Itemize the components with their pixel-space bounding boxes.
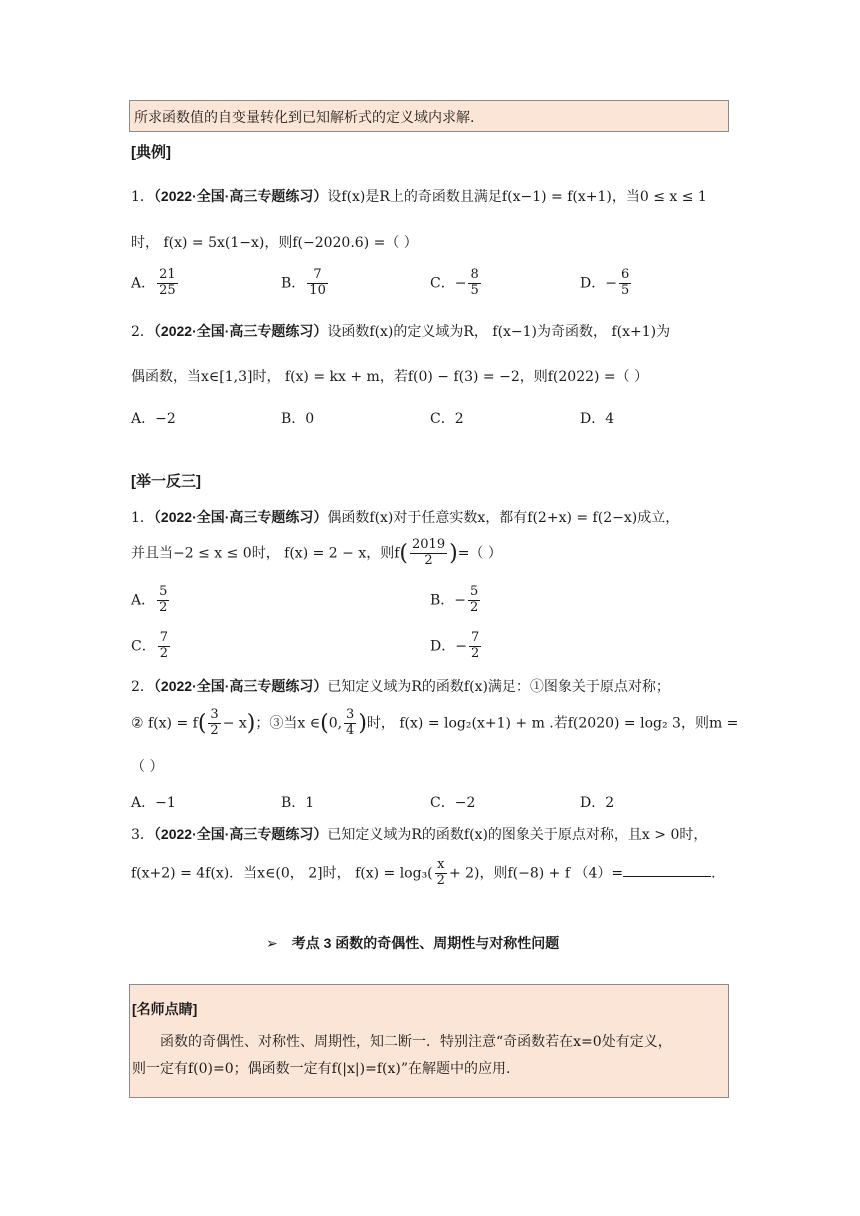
practice-2-option-d: D．2 bbox=[580, 795, 615, 811]
practice-1-option-d: D．− $\frac{7}{2}$ bbox=[430, 630, 480, 661]
hint-box-line-2: 则一定有f(0)=0；偶函数一定有f(|x|)=f(x)”在解题中的应用. bbox=[132, 1061, 511, 1077]
practice-1-option-a: A． $\frac{5}{2}$ bbox=[131, 584, 168, 615]
fraction: $\frac{2019}{2}$ bbox=[412, 537, 446, 568]
example-2-line-2: 偶函数，当x∈[1,3]时， f(x) = kx + m，若f(0) − f(3) = −2，则f(2022) =（ ） bbox=[131, 369, 649, 385]
practice-2-option-c: C．−2 bbox=[430, 795, 476, 811]
practice-1-option-c: C． $\frac{7}{2}$ bbox=[131, 630, 168, 661]
hint-box-top bbox=[129, 100, 729, 132]
question-number: 1． bbox=[131, 189, 154, 205]
practice-3-line-2: f(x+2) = 4f(x)．当x∈(0， 2]时， f(x) = log₃( $\frac{x}{2}$ + 2)，则f(−8) + f （4）= . bbox=[131, 857, 716, 888]
practice-1-line-2: 并且当−2 ≤ x ≤ 0时， f(x) = 2 − x，则f( $\frac{2019}{2}$ )=（ ） bbox=[131, 537, 502, 568]
example-1-option-d: D．− $\frac{6}{5}$ bbox=[580, 267, 630, 298]
example-2-option-d: D．4 bbox=[580, 411, 615, 427]
answer-blank bbox=[623, 876, 711, 877]
example-1-option-c: C．− $\frac{8}{5}$ bbox=[430, 267, 479, 298]
fraction: $\frac{7}{10}$ bbox=[309, 267, 326, 298]
arrow-icon: ➢ bbox=[266, 935, 278, 951]
topic-heading-text: 考点 3 函数的奇偶性、周期性与对称性问题 bbox=[291, 935, 560, 951]
example-1-line-2: 时， f(x) = 5x(1−x)，则f(−2020.6) =（ ） bbox=[131, 235, 418, 251]
practice-2-line-1: 2．（2022·全国·高三专题练习）已知定义域为R的函数f(x)满足：①图象关于原点对称； bbox=[131, 678, 670, 695]
example-1-option-a: A． $\frac{21}{25}$ bbox=[131, 267, 176, 298]
section-title-examples: [典例] bbox=[131, 144, 171, 161]
practice-2-line-3: （ ） bbox=[131, 759, 164, 775]
example-2-line-1: 2．（2022·全国·高三专题练习）设函数f(x)的定义域为R， f(x−1)为奇函数， f(x+1)为 bbox=[131, 323, 671, 340]
fraction: $\frac{8}{5}$ bbox=[470, 267, 479, 298]
practice-3-line-1: 3．（2022·全国·高三专题练习）已知定义域为R的函数f(x)的图象关于原点对称，且x > 0时， bbox=[131, 826, 708, 843]
practice-1-option-b: B．− $\frac{5}{2}$ bbox=[430, 584, 479, 615]
example-2-option-b: B．0 bbox=[281, 411, 315, 427]
hint-text: 所求函数值的自变量转化到已知解析式的定义域内求解. bbox=[134, 110, 475, 126]
example-2-option-c: C．2 bbox=[430, 411, 464, 427]
question-text: 设f(x)是R上的奇函数且满足f(x−1) = f(x+1)，当0 ≤ x ≤ 1 bbox=[327, 189, 707, 205]
practice-2-option-b: B．1 bbox=[281, 795, 315, 811]
fraction: $\frac{21}{25}$ bbox=[159, 267, 176, 298]
hint-box-title: [名师点睛] bbox=[132, 1001, 198, 1017]
hint-box-bottom bbox=[129, 984, 729, 1098]
section-title-practice: [举一反三] bbox=[131, 473, 201, 490]
topic-heading bbox=[266, 933, 559, 953]
hint-box-line-1: 函数的奇偶性、对称性、周期性，知二断一．特别注意“奇函数若在x=0处有定义， bbox=[160, 1034, 672, 1050]
example-2-option-a: A．−2 bbox=[131, 411, 176, 427]
fraction: $\frac{6}{5}$ bbox=[620, 267, 630, 298]
practice-2-option-a: A．−1 bbox=[131, 795, 176, 811]
practice-2-line-2: ② f(x) = f( $\frac{3}{2}$ − x)；③当x ∈(0, $\frac{3}{4}$ )时， f(x) = log₂(x+1) + m .若f(2020) = log₂ 3，则m = bbox=[131, 707, 739, 738]
question-source: （2022·全国·高三专题练习） bbox=[153, 188, 328, 204]
practice-1-line-1: 1．（2022·全国·高三专题练习）偶函数f(x)对于任意实数x，都有f(2+x) = f(2−x)成立， bbox=[131, 509, 680, 526]
example-1-line-1 bbox=[131, 186, 707, 206]
example-1-option-b: B． $\frac{7}{10}$ bbox=[281, 267, 326, 298]
